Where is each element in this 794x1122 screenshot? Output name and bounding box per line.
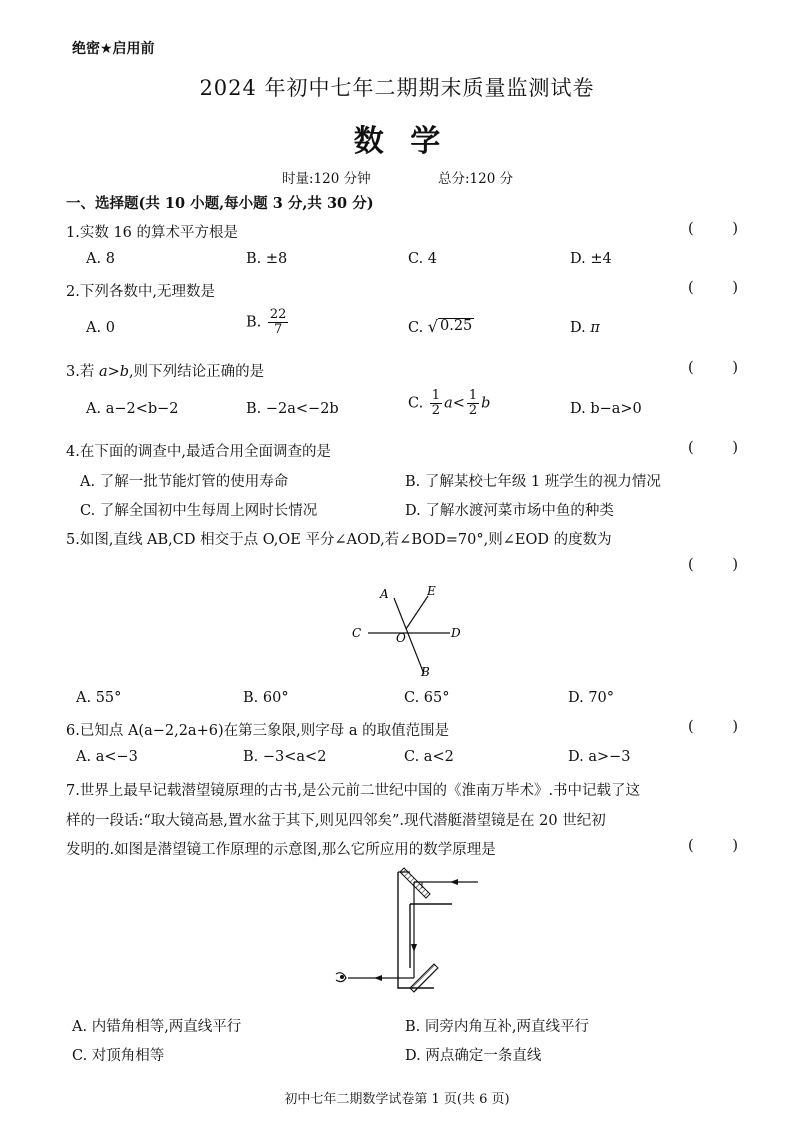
label-d: D bbox=[451, 626, 461, 640]
answer-bracket: ( ) bbox=[688, 280, 738, 296]
ray-oe bbox=[406, 596, 428, 629]
answer-bracket: ( ) bbox=[688, 221, 738, 237]
q6-option-a: A. a<−3 bbox=[76, 749, 138, 765]
q1-option-b: B. ±8 bbox=[246, 251, 288, 267]
question-3-stem: 3.若 a>b,则下列结论正确的是 bbox=[66, 364, 265, 380]
confidential-mark: 绝密★启用前 bbox=[72, 41, 155, 57]
q4-option-d: D. 了解水渡河菜市场中鱼的种类 bbox=[405, 503, 614, 519]
q4-option-b: B. 了解某校七年级 1 班学生的视力情况 bbox=[405, 474, 661, 490]
question-5-stem: 5.如图,直线 AB,CD 相交于点 O,OE 平分∠AOD,若∠BOD=70°,则∠EOD 的度数为 bbox=[66, 532, 612, 548]
q3-option-b: B. −2a<−2b bbox=[246, 401, 339, 417]
q6-option-b: B. −3<a<2 bbox=[243, 749, 327, 765]
q2-option-c: C. √ 0.25 bbox=[408, 317, 473, 336]
q6-option-d: D. a>−3 bbox=[568, 749, 631, 765]
q2-option-a: A. 0 bbox=[86, 320, 115, 336]
question-7-line2: 样的一段话:“取大镜高悬,置水盆于其下,则见四邻矣”.现代潜艇潜望镜是在 20 世纪初 bbox=[66, 813, 606, 829]
question-2-stem: 2.下列各数中,无理数是 bbox=[66, 284, 215, 300]
q5-option-a: A. 55° bbox=[76, 690, 122, 706]
q3-option-a: A. a−2<b−2 bbox=[86, 401, 179, 417]
label-o: O bbox=[396, 631, 406, 645]
question-7-line1: 7.世界上最早记载潜望镜原理的古书,是公元前二世纪中国的《淮南万毕术》.书中记载了这 bbox=[66, 783, 641, 799]
q7-option-b: B. 同旁内角互补,两直线平行 bbox=[405, 1019, 589, 1035]
answer-bracket: ( ) bbox=[688, 719, 738, 735]
q7-option-a: A. 内错角相等,两直线平行 bbox=[72, 1019, 242, 1035]
exam-time: 时量:120 分钟 bbox=[282, 171, 371, 187]
periscope-diagram bbox=[330, 860, 480, 1000]
label-c: C bbox=[352, 626, 362, 640]
q3-option-c: C. $\frac{1}{2}$ a< $\frac{1}{2}$ b bbox=[408, 388, 491, 418]
q5-option-d: D. 70° bbox=[568, 690, 615, 706]
q6-option-c: C. a<2 bbox=[404, 749, 454, 765]
q5-option-b: B. 60° bbox=[243, 690, 289, 706]
angle-figure bbox=[340, 578, 480, 683]
q1-option-d: D. ±4 bbox=[570, 251, 612, 267]
answer-bracket: ( ) bbox=[688, 557, 738, 573]
question-6-stem: 6.已知点 A(a−2,2a+6)在第三象限,则字母 a 的取值范围是 bbox=[66, 723, 450, 739]
label-a: A bbox=[380, 587, 389, 601]
q4-option-a: A. 了解一批节能灯管的使用寿命 bbox=[80, 474, 289, 490]
q1-option-c: C. 4 bbox=[408, 251, 438, 267]
q7-option-d: D. 两点确定一条直线 bbox=[405, 1048, 542, 1064]
q5-option-c: C. 65° bbox=[404, 690, 450, 706]
answer-bracket: ( ) bbox=[688, 440, 738, 456]
section-heading: 一、选择题(共 10 小题,每小题 3 分,共 30 分) bbox=[66, 195, 374, 212]
subject-title: 数 学 bbox=[353, 124, 441, 159]
q1-option-a: A. 8 bbox=[86, 251, 115, 267]
exam-score: 总分:120 分 bbox=[438, 171, 514, 187]
label-b: B bbox=[421, 665, 430, 679]
exam-title: 2024 年初中七年二期期末质量监测试卷 bbox=[199, 76, 595, 100]
q2-option-d: D. π bbox=[570, 320, 600, 336]
q3-option-d: D. b−a>0 bbox=[570, 401, 642, 417]
top-mirror bbox=[400, 868, 430, 898]
question-4-stem: 4.在下面的调查中,最适合用全面调查的是 bbox=[66, 444, 331, 460]
q7-option-c: C. 对顶角相等 bbox=[72, 1048, 165, 1064]
q2-option-b: B. $\frac{22}{7}$ bbox=[246, 307, 287, 337]
page-footer: 初中七年二期数学试卷第 1 页(共 6 页) bbox=[284, 1092, 510, 1107]
answer-bracket: ( ) bbox=[688, 838, 738, 854]
q4-option-c: C. 了解全国初中生每周上网时长情况 bbox=[80, 503, 318, 519]
question-1-stem: 1.实数 16 的算术平方根是 bbox=[66, 225, 239, 241]
answer-bracket: ( ) bbox=[688, 360, 738, 376]
question-7-line3: 发明的.如图是潜望镜工作原理的示意图,那么它所应用的数学原理是 bbox=[66, 842, 496, 858]
label-e: E bbox=[427, 584, 436, 598]
